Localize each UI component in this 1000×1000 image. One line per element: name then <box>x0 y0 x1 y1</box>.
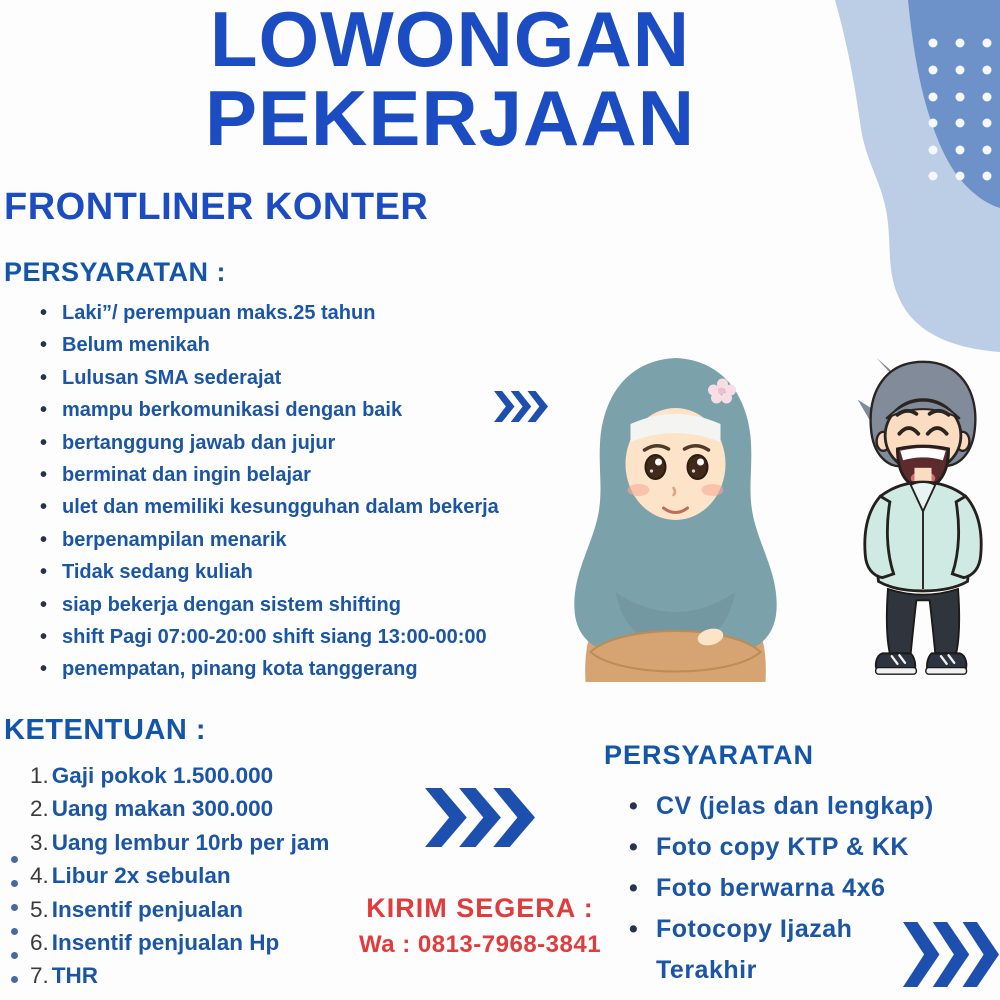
title-line-1: LOWONGAN <box>209 0 691 83</box>
requirement-item: • bertanggung jawab dan jujur <box>62 427 499 459</box>
chevron-arrows-icon <box>425 788 535 847</box>
laughing-boy-illustration <box>852 344 994 692</box>
term-item: Uang lembur 10rb per jam <box>51 829 330 855</box>
terms-list <box>30 759 329 993</box>
documents-list <box>656 786 936 991</box>
term-item: THR <box>51 963 99 989</box>
requirement-item: • ulet dan memiliki kesungguhan dalam bekerja <box>62 491 499 523</box>
requirement-item: • penempatan, pinang kota tanggerang <box>62 653 499 685</box>
term-item: Insentif penjualan <box>51 896 244 922</box>
term-item: Libur 2x sebulan <box>51 863 231 889</box>
term-item: Gaji pokok 1.500.000 <box>51 763 274 788</box>
requirement-item: • mampu berkomunikasi dengan baik <box>62 394 499 426</box>
documents-heading: PERSYARATAN <box>604 740 815 770</box>
chevron-arrows-icon <box>903 922 999 987</box>
requirement-item: • Lulusan SMA sederajat <box>62 362 499 394</box>
hijab-woman-illustration <box>558 352 793 682</box>
title-line-2: PEKERJAAN <box>204 74 696 162</box>
whatsapp-number: Wa : 0813-7968-3841 <box>358 931 602 958</box>
requirements-heading: PERSYARATAN : <box>4 257 227 287</box>
requirements-list <box>62 297 499 686</box>
requirement-item: • Tidak sedang kuliah <box>62 556 499 588</box>
requirement-item: • siap bekerja dengan sistem shifting <box>62 589 499 621</box>
requirement-item: • Laki”/ perempuan maks.25 tahun <box>62 297 499 329</box>
poster-title <box>0 0 900 162</box>
document-item: • Foto copy KTP & KK <box>656 827 936 868</box>
chevron-arrows-icon <box>494 391 548 422</box>
document-item: • CV (jelas dan lengkap) <box>656 786 936 827</box>
requirement-item: • Belum menikah <box>62 329 499 361</box>
terms-heading: KETENTUAN : <box>4 714 207 746</box>
job-position-title: FRONTLINER KONTER <box>4 186 429 228</box>
document-item: • Fotocopy Ijazah Terakhir <box>656 909 936 991</box>
term-item: Insentif penjualan Hp <box>51 930 280 956</box>
requirement-item: • berpenampilan menarik <box>62 524 499 556</box>
document-item: • Foto berwarna 4x6 <box>656 868 936 909</box>
left-dot-column-decoration <box>11 856 18 983</box>
term-item: Uang makan 300.000 <box>51 796 274 822</box>
send-now-label: KIRIM SEGERA : <box>366 893 594 923</box>
requirement-item: • berminat dan ingin belajar <box>62 459 499 491</box>
requirement-item: • shift Pagi 07:00-20:00 shift siang 13:00-00:00 <box>62 621 499 653</box>
contact-block <box>330 893 630 959</box>
